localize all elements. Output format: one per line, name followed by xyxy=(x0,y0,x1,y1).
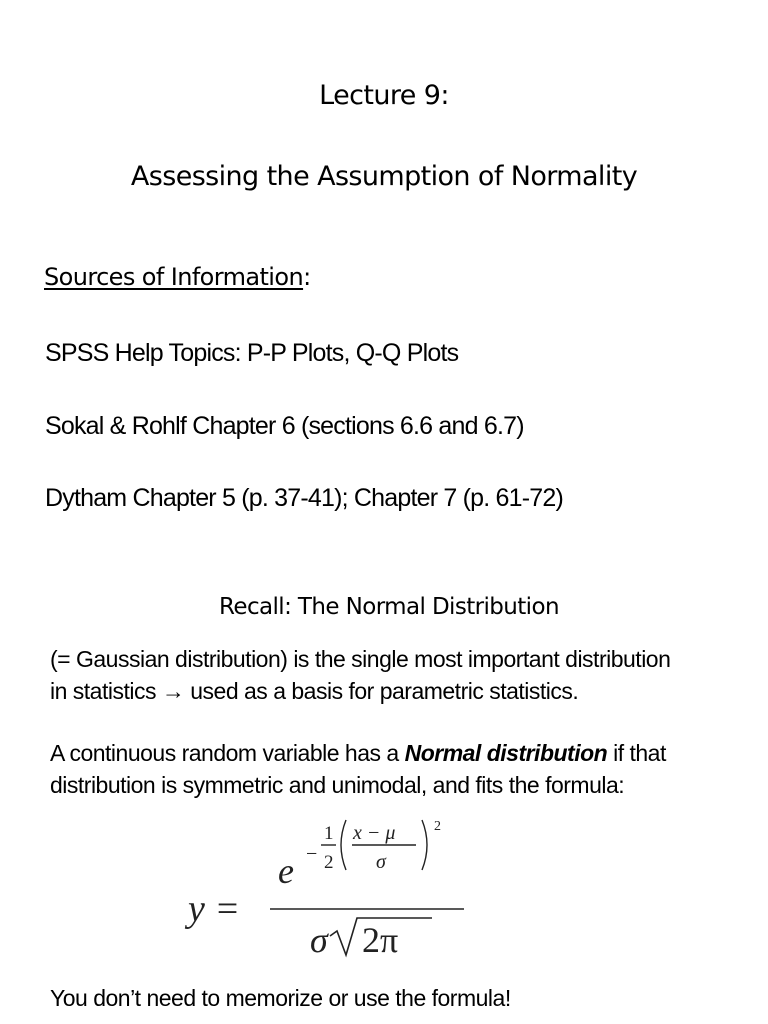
source-item: SPSS Help Topics: P-P Plots, Q-Q Plots xyxy=(45,339,459,367)
formula-paren-left xyxy=(341,820,346,870)
formula-exp-num: 1 xyxy=(324,823,334,844)
formula-den-sigma: σ xyxy=(310,920,328,960)
formula-exp-den: 2 xyxy=(324,852,334,873)
formula-paren-right xyxy=(422,820,427,870)
normal-distribution-emphasis: Normal distribution xyxy=(404,740,608,766)
paragraph2-line1-pre: A continuous random variable has a xyxy=(50,740,405,766)
paragraph2-line2: distribution is symmetric and unimodal, and fits the formula: xyxy=(50,772,625,798)
source-item: Dytham Chapter 5 (p. 37-41); Chapter 7 (p. 61-72) xyxy=(45,484,564,512)
formula-lhs: y = xyxy=(188,888,241,930)
lecture-title: Assessing the Assumption of Normality xyxy=(130,161,638,192)
lecture-label: Lecture 9: xyxy=(319,80,449,111)
paragraph1-line2: in statistics → used as a basis for parametric statistics. xyxy=(50,678,579,704)
recall-heading: Recall: The Normal Distribution xyxy=(219,594,559,620)
paragraph1-line1: (= Gaussian distribution) is the single most important distribution xyxy=(50,646,671,672)
paragraph2-line1 xyxy=(50,740,666,767)
paragraph2-line1-post: if that xyxy=(607,740,666,766)
sources-heading xyxy=(44,263,311,291)
sources-heading-colon: : xyxy=(303,263,311,291)
source-item: Sokal & Rohlf Chapter 6 (sections 6.6 and 6.7) xyxy=(45,412,524,440)
closing-note: You don’t need to memorize or use the formula! xyxy=(50,985,511,1011)
formula-inner-num: x − μ xyxy=(353,822,396,844)
normal-distribution-formula xyxy=(160,808,520,968)
sources-heading-text: Sources of Information xyxy=(44,263,304,291)
formula-exp-sign: − xyxy=(306,843,318,865)
formula-base: e xyxy=(278,851,294,891)
formula-den-sqrt-arg: 2π xyxy=(362,920,399,960)
formula-inner-den: σ xyxy=(376,851,386,873)
formula-exp-power: 2 xyxy=(434,819,441,834)
